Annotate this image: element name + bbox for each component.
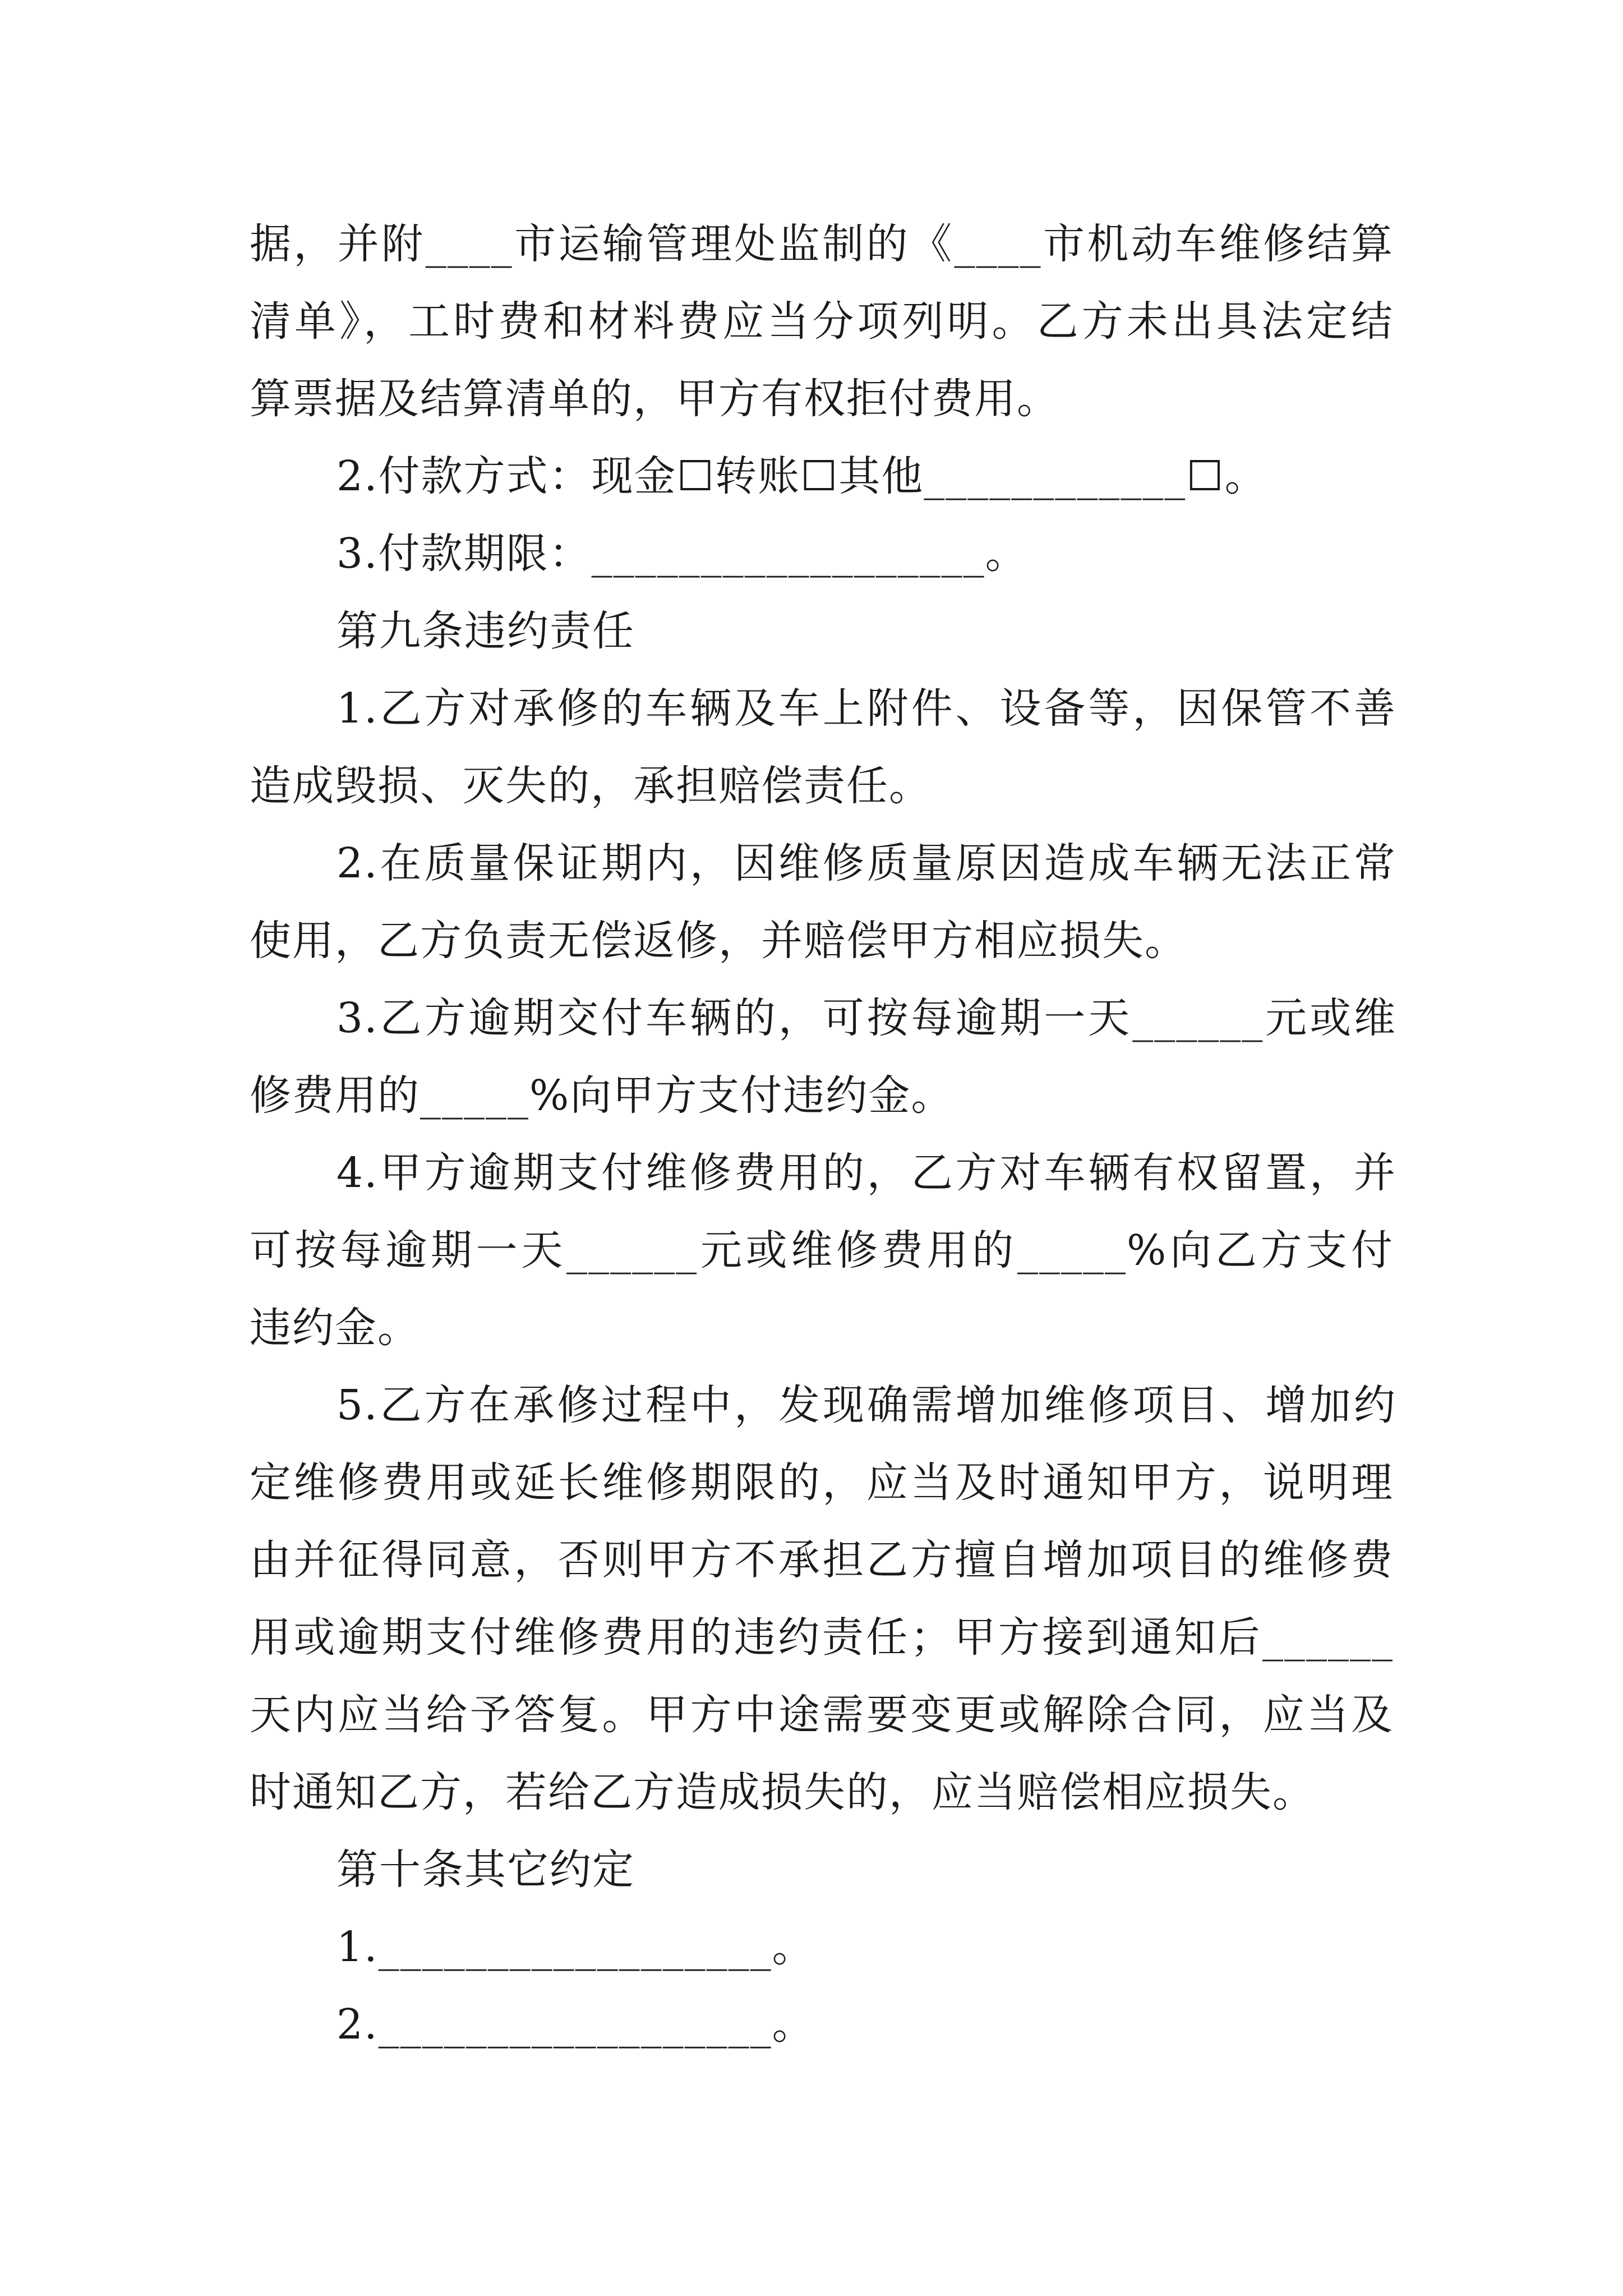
text-line: 清单》，工时费和材料费应当分项列明。乙方未出具法定结 — [250, 297, 1394, 346]
text-line: 3.乙方逾期交付车辆的，可按每逾期一天______元或维 — [336, 994, 1396, 1042]
text-line: 用或逾期支付维修费用的违约责任；甲方接到通知后______ — [250, 1613, 1394, 1662]
text-line: 修费用的_____%向甲方支付违约金。 — [250, 1071, 954, 1120]
text-line: 4.甲方逾期支付维修费用的，乙方对车辆有权留置，并 — [336, 1149, 1396, 1197]
text-line: 2.付款方式：现金☐转账☐其他____________☐。 — [336, 452, 1267, 500]
text-line: 3.付款期限：__________________。 — [336, 530, 1028, 578]
text-line: 据，并附____市运输管理处监制的《____市机动车维修结算 — [250, 220, 1394, 268]
text-line: 使用，乙方负责无偿返修，并赔偿甲方相应损失。 — [250, 917, 1187, 965]
text-line: 1.__________________。 — [336, 1923, 815, 1971]
text-line: 可按每逾期一天______元或维修费用的_____%向乙方支付 — [250, 1226, 1394, 1274]
text-line: 定维修费用或延长维修期限的，应当及时通知甲方，说明理 — [250, 1458, 1394, 1507]
text-line: 天内应当给予答复。甲方中途需要变更或解除合同，应当及 — [250, 1691, 1394, 1739]
text-line: 时通知乙方，若给乙方造成损失的，应当赔偿相应损失。 — [250, 1768, 1315, 1816]
text-line: 2.__________________。 — [336, 2000, 815, 2049]
section-heading: 第九条违约责任 — [336, 607, 635, 655]
text-line: 违约金。 — [250, 1304, 420, 1352]
section-heading: 第十条其它约定 — [336, 1846, 635, 1894]
text-line: 造成毁损、灭失的，承担赔偿责任。 — [250, 762, 932, 810]
text-line: 由并征得同意，否则甲方不承担乙方擅自增加项目的维修费 — [250, 1536, 1394, 1584]
text-line: 算票据及结算清单的，甲方有权拒付费用。 — [250, 375, 1059, 423]
text-line: 2.在质量保证期内，因维修质量原因造成车辆无法正常 — [336, 839, 1396, 887]
text-line: 5.乙方在承修过程中，发现确需增加维修项目、增加约 — [336, 1381, 1396, 1429]
text-line: 1.乙方对承修的车辆及车上附件、设备等，因保管不善 — [336, 684, 1396, 733]
